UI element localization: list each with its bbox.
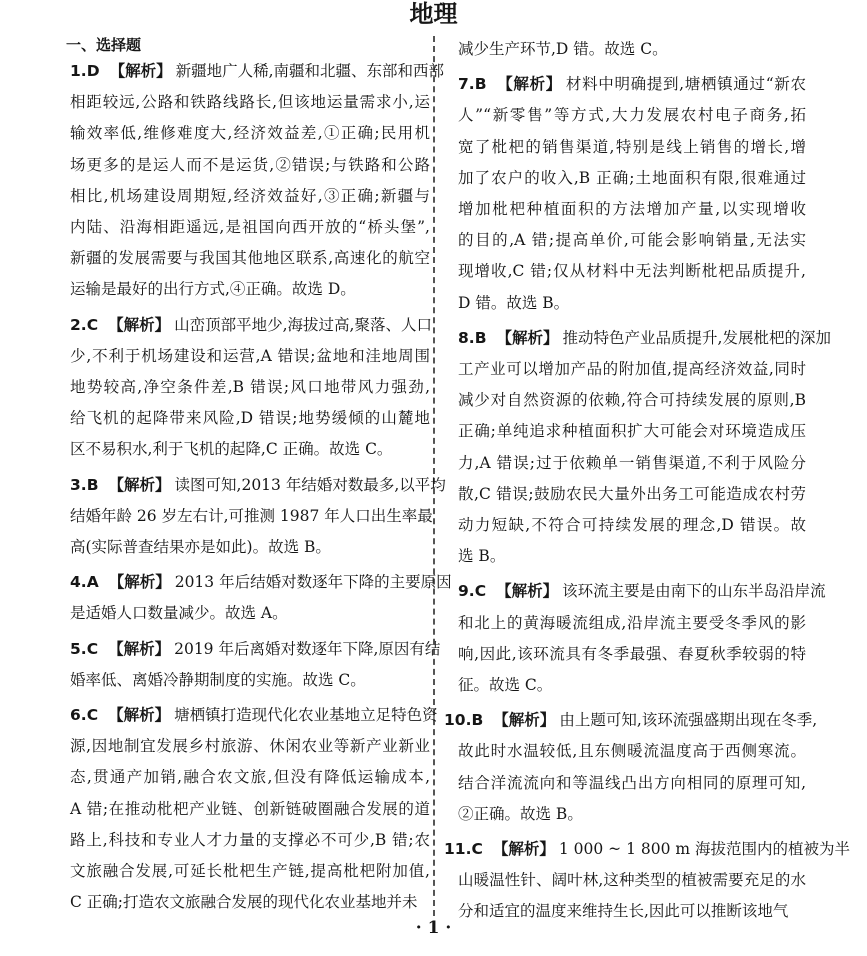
page-title: 地理 bbox=[409, 0, 458, 28]
analysis-text: 推动特色产业品质提升,发展枇杷的深加 bbox=[562, 328, 831, 347]
analysis-tag: 【解析】 bbox=[109, 62, 172, 80]
answer-first-line bbox=[70, 310, 430, 341]
analysis-line: 高(实际普查结果亦是如此)。故选 B。 bbox=[70, 538, 331, 557]
answer-first-line bbox=[458, 323, 831, 354]
analysis-line: 山暖温性针、阔叶林,这种类型的植被需要充足的水 bbox=[458, 871, 806, 890]
analysis-line: 力,A 错误;过于依赖单一销售渠道,不利于风险分 bbox=[458, 453, 806, 472]
answer-item bbox=[70, 567, 452, 629]
analysis-line: 相比,机场建设周期短,经济效益好,③正确;新疆与 bbox=[70, 186, 430, 205]
analysis-line: 是适婚人口数量减少。故选 A。 bbox=[70, 604, 288, 623]
answer-first-line bbox=[70, 56, 445, 87]
answer-letter: C bbox=[474, 582, 487, 601]
analysis-line: 文旅融合发展,可延长枇杷生产链,提高枇杷附加值, bbox=[70, 862, 430, 881]
analysis-text: 塘栖镇打造现代化农业基地立足特色资 bbox=[174, 706, 438, 725]
answer-item bbox=[70, 56, 445, 306]
answer-item bbox=[458, 323, 831, 573]
analysis-line: 源,因地制宜发展乡村旅游、休闲农业等新产业新业 bbox=[70, 737, 430, 756]
answer-first-line bbox=[458, 69, 806, 100]
analysis-line: 减少对自然资源的依赖,符合可持续发展的原则,B bbox=[458, 391, 806, 410]
analysis-line: A 错;在推动枇杷产业链、创新链破圈融合发展的道 bbox=[70, 799, 430, 818]
answer-first-line bbox=[458, 576, 826, 607]
analysis-line: 新疆的发展需要与我国其他地区联系,高速化的航空 bbox=[70, 249, 430, 268]
answer-letter: B bbox=[474, 328, 487, 347]
analysis-tag: 【解析】 bbox=[108, 573, 171, 592]
question-number: 9. bbox=[458, 582, 475, 601]
analysis-text: 山峦顶部平地少,海拔过高,聚落、人口 bbox=[174, 315, 432, 334]
analysis-tag: 【解析】 bbox=[496, 582, 559, 601]
answer-continuation bbox=[458, 34, 806, 65]
answer-first-line bbox=[70, 634, 441, 665]
analysis-line: 和北上的黄海暖流组成,沿岸流主要受冬季风的影 bbox=[458, 613, 806, 632]
analysis-line: C 正确;打造农文旅融合发展的现代化农业基地并未 bbox=[70, 893, 418, 912]
analysis-tag: 【解析】 bbox=[492, 840, 555, 859]
question-number: 3. bbox=[70, 475, 87, 494]
answer-letter: C bbox=[86, 315, 99, 334]
analysis-line: 现增收,C 错;仅从材料中无法判断枇杷品质提升, bbox=[458, 262, 806, 281]
analysis-line: 动力短缺,不符合可持续发展的理念,D 错误。故 bbox=[458, 516, 806, 535]
analysis-tag: 【解析】 bbox=[108, 315, 171, 334]
analysis-line: 地势较高,净空条件差,B 错误;风口地带风力强劲, bbox=[70, 378, 430, 397]
analysis-text: 2019 年后离婚对数逐年下降,原因有结 bbox=[174, 639, 441, 658]
analysis-line: 工产业可以增加产品的附加值,提高经济效益,同时 bbox=[458, 360, 806, 379]
analysis-line: 正确;单纯追求种植面积扩大可能会对环境造成压 bbox=[458, 422, 806, 441]
analysis-text: 新疆地广人稀,南疆和北疆、东部和西部 bbox=[175, 62, 445, 80]
analysis-line: 减少生产环节,D 错。故选 C。 bbox=[458, 40, 668, 58]
analysis-line: 结婚年龄 26 岁左右计,可推测 1987 年人口出生率最 bbox=[70, 506, 433, 525]
analysis-text: 该环流主要是由南下的山东半岛沿岸流 bbox=[562, 582, 826, 601]
question-number: 2. bbox=[70, 315, 87, 334]
question-number: 10. bbox=[444, 711, 472, 730]
analysis-tag: 【解析】 bbox=[108, 475, 171, 494]
analysis-line: 选 B。 bbox=[458, 547, 506, 566]
answer-item bbox=[444, 705, 818, 830]
analysis-line: 路上,科技和专业人才力量的支撑必不可少,B 错;农 bbox=[70, 830, 430, 849]
answer-item bbox=[70, 470, 446, 564]
answer-letter: A bbox=[86, 573, 99, 592]
analysis-line: 输效率低,维修难度大,经济效益差,①正确;民用机 bbox=[70, 124, 430, 143]
analysis-line: 相距较远,公路和铁路线路长,但该地运量需求小,运 bbox=[70, 93, 430, 112]
analysis-tag: 【解析】 bbox=[108, 639, 171, 658]
question-number: 6. bbox=[70, 706, 87, 725]
question-number: 5. bbox=[70, 639, 87, 658]
question-number: 8. bbox=[458, 328, 475, 347]
answer-first-line bbox=[444, 705, 818, 736]
analysis-line: 宽了枇杷的销售渠道,特别是线上销售的增长,增 bbox=[458, 137, 806, 156]
analysis-text: 1 000 ~ 1 800 m 海拔范围内的植被为半 bbox=[558, 840, 851, 859]
analysis-line: 运输是最好的出行方式,④正确。故选 D。 bbox=[70, 280, 356, 299]
analysis-line: 结合洋流流向和等温线凸出方向相同的原理可知, bbox=[458, 773, 806, 792]
analysis-line: ②正确。故选 B。 bbox=[458, 804, 583, 823]
analysis-line: 征。故选 C。 bbox=[458, 676, 553, 695]
analysis-tag: 【解析】 bbox=[108, 706, 171, 725]
right-column bbox=[444, 34, 851, 932]
analysis-line: 区不易积水,利于飞机的起降,C 正确。故选 C。 bbox=[70, 440, 393, 459]
analysis-line: 婚率低、离婚冷静期制度的实施。故选 C。 bbox=[70, 670, 366, 689]
left-column bbox=[66, 34, 452, 922]
answer-letter: B bbox=[474, 75, 487, 94]
answer-first-line bbox=[70, 470, 446, 501]
analysis-line: 增加枇杷种植面积的方法增加产量,以实现增收 bbox=[458, 200, 806, 219]
answer-item bbox=[70, 310, 430, 466]
answer-item bbox=[70, 700, 438, 918]
answer-item bbox=[458, 69, 806, 319]
analysis-line: 态,贯通产加销,融合农文旅,但没有降低运输成本, bbox=[70, 768, 430, 787]
analysis-line: 散,C 错误;鼓励农民大量外出务工可能造成农村劳 bbox=[458, 484, 806, 503]
analysis-text: 读图可知,2013 年结婚对数最多,以平均 bbox=[174, 475, 446, 494]
answer-letter: B bbox=[86, 475, 99, 494]
analysis-tag: 【解析】 bbox=[496, 328, 559, 347]
answer-letter: C bbox=[86, 706, 99, 725]
answer-first-line bbox=[70, 700, 438, 731]
analysis-text: 材料中明确提到,塘栖镇通过“新农 bbox=[565, 75, 806, 94]
question-number: 1. bbox=[70, 62, 87, 80]
answer-letter: D bbox=[86, 62, 100, 80]
analysis-line: 分和适宜的温度来维持生长,因此可以推断该地气 bbox=[458, 902, 789, 921]
answer-item bbox=[70, 634, 441, 696]
analysis-tag: 【解析】 bbox=[493, 711, 556, 730]
question-number: 4. bbox=[70, 573, 87, 592]
analysis-line: 场更多的是运人而不是运货,②错误;与铁路和公路 bbox=[70, 155, 430, 174]
analysis-line: 人”“新零售”等方式,大力发展农村电子商务,拓 bbox=[458, 106, 806, 125]
analysis-text: 2013 年后结婚对数逐年下降的主要原因 bbox=[174, 573, 452, 592]
analysis-line: 故此时水温较低,且东侧暖流温度高于西侧寒流。 bbox=[458, 742, 806, 761]
answer-letter: B bbox=[471, 711, 484, 730]
section-heading: 一、选择题 bbox=[66, 36, 142, 54]
analysis-tag: 【解析】 bbox=[496, 75, 562, 94]
analysis-line: D 错。故选 B。 bbox=[458, 293, 570, 312]
answer-letter: C bbox=[471, 840, 483, 859]
answer-first-line bbox=[444, 834, 851, 865]
analysis-text: 由上题可知,该环流强盛期出现在冬季, bbox=[559, 711, 818, 730]
analysis-line: 内陆、沿海相距遥远,是祖国向西开放的“桥头堡”, bbox=[70, 218, 430, 237]
answer-first-line bbox=[70, 567, 452, 598]
analysis-line: 少,不利于机场建设和运营,A 错误;盆地和洼地周围 bbox=[70, 346, 430, 365]
answer-item bbox=[444, 834, 851, 928]
page-number: · 1 · bbox=[415, 918, 452, 938]
analysis-line: 的目的,A 错;提高单价,可能会影响销量,无法实 bbox=[458, 231, 806, 250]
answer-item bbox=[458, 576, 826, 701]
question-number: 11. bbox=[444, 840, 472, 859]
question-number: 7. bbox=[458, 75, 475, 94]
analysis-line: 响,因此,该环流具有冬季最强、春夏秋季较弱的特 bbox=[458, 644, 806, 663]
analysis-line: 给飞机的起降带来风险,D 错误;地势缓倾的山麓地 bbox=[70, 409, 430, 428]
analysis-line: 加了农户的收入,B 正确;土地面积有限,很难通过 bbox=[458, 168, 806, 187]
answer-letter: C bbox=[86, 639, 99, 658]
